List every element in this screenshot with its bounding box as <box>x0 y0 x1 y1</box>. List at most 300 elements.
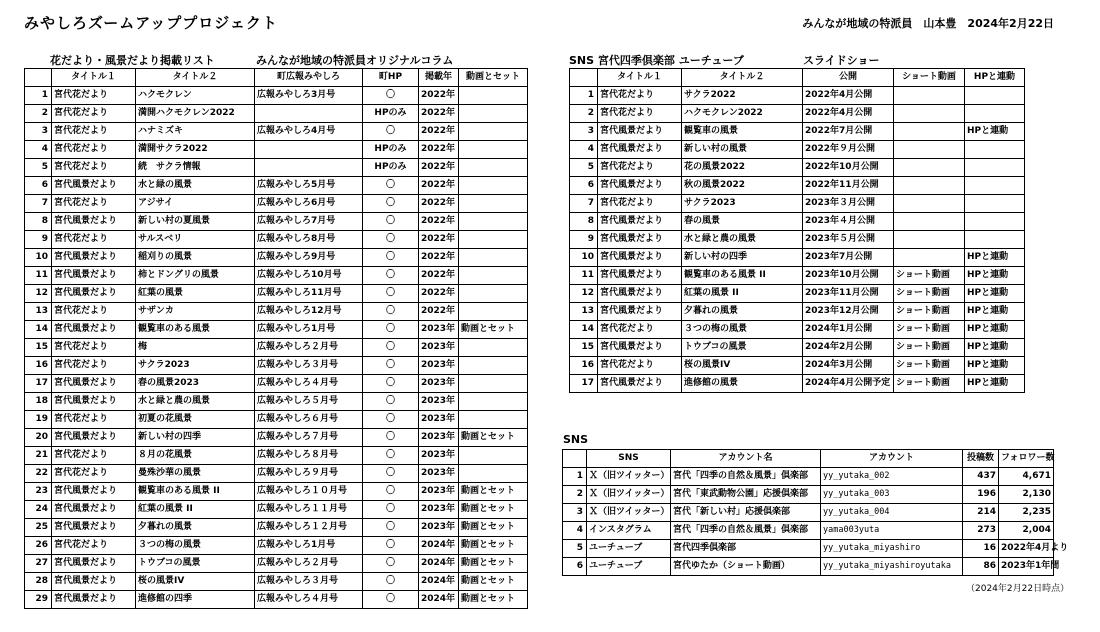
table-row <box>570 123 1025 141</box>
table-cell: 5 <box>563 540 587 558</box>
table-cell: 広報みやしろ1月号 <box>255 321 363 339</box>
table-cell: 3 <box>570 123 598 141</box>
left-header-0 <box>25 69 52 87</box>
table-cell: 〇 <box>363 429 419 447</box>
table-cell: 桜の風景IV <box>682 357 803 375</box>
table-cell: 動画とセット <box>459 591 528 609</box>
table-cell: 宮代花だより <box>52 195 136 213</box>
table-cell: 9 <box>25 231 52 249</box>
table-cell: 秋の風景2022 <box>682 177 803 195</box>
table-cell: ショート動画 <box>894 357 965 375</box>
table-cell: 紅葉の風景 II <box>136 501 255 519</box>
table-cell: 2022年 <box>419 267 459 285</box>
table-cell: 1 <box>25 87 52 105</box>
table-cell: 広報みやしろ４月号 <box>255 375 363 393</box>
table-row <box>570 303 1025 321</box>
table-cell <box>459 285 528 303</box>
table-row <box>25 87 528 105</box>
table-cell: 曼殊沙華の風景 <box>136 465 255 483</box>
table-row <box>25 213 528 231</box>
table-cell: 2022年 <box>419 177 459 195</box>
table-cell: 2022年 <box>419 195 459 213</box>
table-row <box>25 393 528 411</box>
table-cell: 〇 <box>363 555 419 573</box>
table-cell: 広報みやしろ５月号 <box>255 393 363 411</box>
table-cell: 〇 <box>363 447 419 465</box>
table-cell: 動画とセット <box>459 555 528 573</box>
table-cell: 〇 <box>363 321 419 339</box>
table-cell: 20 <box>25 429 52 447</box>
sns-table <box>562 449 1069 576</box>
table-cell: ショート動画 <box>894 321 965 339</box>
table-cell: 6 <box>25 177 52 195</box>
table-cell: 広報みやしろ４月号 <box>255 591 363 609</box>
table-cell: 宮代風景だより <box>52 555 136 573</box>
table-cell: 観覧車のある風景 <box>136 321 255 339</box>
table-cell <box>459 87 528 105</box>
table-cell <box>459 195 528 213</box>
table-cell: 広報みやしろ３月号 <box>255 573 363 591</box>
table-cell: 宮代風景だより <box>52 591 136 609</box>
table-cell: 6 <box>563 558 587 576</box>
table-cell: 動画とセット <box>459 501 528 519</box>
table-cell: 15 <box>570 339 598 357</box>
table-cell: 〇 <box>363 393 419 411</box>
table-cell: ユーチューブ <box>587 540 671 558</box>
table-cell: 2023年 <box>419 483 459 501</box>
table-row <box>25 411 528 429</box>
table-cell: 4 <box>563 522 587 540</box>
table-cell: ８月の花風景 <box>136 447 255 465</box>
table-cell: 4 <box>25 141 52 159</box>
table-row <box>563 522 1054 540</box>
table-cell: 〇 <box>363 501 419 519</box>
table-cell: 宮代風景だより <box>598 285 682 303</box>
table-cell: 10 <box>25 249 52 267</box>
table-cell: 17 <box>570 375 598 393</box>
table-cell: 宮代風景だより <box>52 285 136 303</box>
table-row <box>570 285 1025 303</box>
table-row <box>25 519 528 537</box>
table-cell: 2024年4月公開予定 <box>803 375 894 393</box>
table-cell: 広報みやしろ７月号 <box>255 429 363 447</box>
table-cell: yy_yutaka_miyashiroyutaka <box>821 558 963 576</box>
page-title: みやしろズームアッププロジェクト <box>24 14 278 32</box>
table-row <box>25 177 528 195</box>
table-cell: 2022年4月より <box>999 540 1054 558</box>
table-cell <box>459 141 528 159</box>
table-cell: 宮代風景だより <box>598 303 682 321</box>
table-cell: 2024年 <box>419 591 459 609</box>
table-cell: 宮代風景だより <box>52 393 136 411</box>
table-row <box>570 249 1025 267</box>
table-cell: インスタグラム <box>587 522 671 540</box>
table-cell: 宮代風景だより <box>598 177 682 195</box>
table-cell: 2022年 <box>419 87 459 105</box>
table-cell: ３つの梅の風景 <box>136 537 255 555</box>
table-cell: 広報みやしろ８月号 <box>255 447 363 465</box>
table-cell: HPと連動 <box>965 321 1025 339</box>
table-cell: 宮代「四季の自然＆風景」倶楽部 <box>671 522 821 540</box>
table-cell: 宮代花だより <box>598 105 682 123</box>
table-cell: 宮代風景だより <box>598 231 682 249</box>
table-cell: 2023年 <box>419 465 459 483</box>
table-cell: 宮代花だより <box>52 123 136 141</box>
table-cell: 広報みやしろ5月号 <box>255 177 363 195</box>
table-row <box>563 540 1054 558</box>
table-cell: 21 <box>25 447 52 465</box>
table-row <box>25 447 528 465</box>
table-cell: 2023年10月公開 <box>803 267 894 285</box>
table-cell: 2023年 <box>419 357 459 375</box>
table-cell: 動画とセット <box>459 321 528 339</box>
table-row <box>25 339 528 357</box>
table-cell: 10 <box>570 249 598 267</box>
table-cell: 2023年５月公開 <box>803 231 894 249</box>
table-cell: 宮代花だより <box>52 303 136 321</box>
table-cell: 5 <box>25 159 52 177</box>
table-cell: 25 <box>25 519 52 537</box>
table-row <box>570 177 1025 195</box>
table-cell: Ｘ（旧ツイッター） <box>587 504 671 522</box>
table-cell: 梅 <box>136 339 255 357</box>
table-cell: 2023年7月公開 <box>803 249 894 267</box>
table-cell: 〇 <box>363 123 419 141</box>
table-row <box>25 231 528 249</box>
table-cell: 〇 <box>363 537 419 555</box>
table-cell: 24 <box>25 501 52 519</box>
sns-header-3: アカウント <box>821 450 963 468</box>
table-cell <box>255 105 363 123</box>
table-cell <box>459 393 528 411</box>
table-cell: 11 <box>25 267 52 285</box>
table-row <box>570 195 1025 213</box>
table-cell: 6 <box>570 177 598 195</box>
table-cell: 宮代風景だより <box>52 321 136 339</box>
table-cell: 初夏の花風景 <box>136 411 255 429</box>
table-cell: 〇 <box>363 357 419 375</box>
table-cell <box>459 465 528 483</box>
table-cell: 〇 <box>363 213 419 231</box>
table-row <box>25 195 528 213</box>
table-cell: ショート動画 <box>894 375 965 393</box>
table-cell: 273 <box>963 522 999 540</box>
table-cell: 水と緑と農の風景 <box>682 231 803 249</box>
sns-as-of-note: （2024年2月22日時点） <box>966 584 1070 594</box>
table-row <box>570 267 1025 285</box>
left-table <box>24 68 528 609</box>
table-cell: 動画とセット <box>459 429 528 447</box>
table-row <box>25 321 528 339</box>
table-cell: 2024年 <box>419 555 459 573</box>
table-cell: 〇 <box>363 483 419 501</box>
sns-header-2: アカウント名 <box>671 450 821 468</box>
table-cell: 15 <box>25 339 52 357</box>
table-cell: 〇 <box>363 519 419 537</box>
table-cell: 2023年 <box>419 411 459 429</box>
table-row <box>25 429 528 447</box>
table-cell: HPと連動 <box>965 285 1025 303</box>
table-cell: 広報みやしろ９月号 <box>255 465 363 483</box>
table-cell: 〇 <box>363 249 419 267</box>
table-cell: yy_yutaka_003 <box>821 486 963 504</box>
table-cell: 2022年4月公開 <box>803 87 894 105</box>
table-cell <box>894 141 965 159</box>
right-table <box>569 68 1025 393</box>
table-cell: 2022年 <box>419 249 459 267</box>
table-cell: 花の風景2022 <box>682 159 803 177</box>
table-cell: 広報みやしろ２月号 <box>255 339 363 357</box>
table-row <box>570 141 1025 159</box>
table-cell: 1 <box>570 87 598 105</box>
table-cell: 宮代花だより <box>598 195 682 213</box>
table-cell: 宮代風景だより <box>52 519 136 537</box>
table-row <box>25 141 528 159</box>
table-cell <box>894 87 965 105</box>
table-cell: HPのみ <box>363 141 419 159</box>
table-row <box>25 591 528 609</box>
table-cell <box>894 213 965 231</box>
table-cell <box>894 195 965 213</box>
table-cell: 広報みやしろ１２月号 <box>255 519 363 537</box>
table-cell: 水と緑と農の風景 <box>136 393 255 411</box>
table-cell: 広報みやしろ1月号 <box>255 537 363 555</box>
table-cell <box>255 141 363 159</box>
table-cell: 宮代四季倶楽部 <box>671 540 821 558</box>
table-cell <box>965 159 1025 177</box>
table-cell <box>459 231 528 249</box>
table-cell: 2 <box>570 105 598 123</box>
table-cell <box>965 87 1025 105</box>
table-cell: ハクモクレン <box>136 87 255 105</box>
table-cell: 宮代花だより <box>598 159 682 177</box>
right-header-4: ショート動画 <box>894 69 965 87</box>
table-cell: 2024年 <box>419 573 459 591</box>
table-cell: 2023年 <box>419 429 459 447</box>
table-cell <box>459 123 528 141</box>
table-cell: Ｘ（旧ツイッター） <box>587 486 671 504</box>
table-cell: 2024年3月公開 <box>803 357 894 375</box>
table-cell: 宮代風景だより <box>52 483 136 501</box>
table-cell: 観覧車の風景 <box>682 123 803 141</box>
table-cell: 〇 <box>363 231 419 249</box>
right-header-0 <box>570 69 598 87</box>
table-cell: ハナミズキ <box>136 123 255 141</box>
table-cell: 〇 <box>363 465 419 483</box>
table-cell: 宮代花だより <box>52 357 136 375</box>
table-cell: 8 <box>25 213 52 231</box>
right-heading-youtube: SNS 宮代四季倶楽部 ユーチューブ <box>569 54 744 67</box>
table-cell: 宮代風景だより <box>52 501 136 519</box>
table-cell: 8 <box>570 213 598 231</box>
table-cell: 2022年11月公開 <box>803 177 894 195</box>
table-cell: 広報みやしろ２月号 <box>255 555 363 573</box>
table-cell: 2022年10月公開 <box>803 159 894 177</box>
table-cell: 宮代風景だより <box>598 249 682 267</box>
table-cell: 新しい村の夏風景 <box>136 213 255 231</box>
table-cell: 2023年1年間 <box>999 558 1054 576</box>
table-cell: 4,671 <box>999 468 1054 486</box>
table-cell: yy_yutaka_miyashiro <box>821 540 963 558</box>
table-cell <box>894 177 965 195</box>
table-row <box>25 375 528 393</box>
table-cell: サクラ2023 <box>682 195 803 213</box>
table-cell <box>459 339 528 357</box>
table-cell: 進修館の風景 <box>682 375 803 393</box>
sns-heading: SNS <box>563 433 589 446</box>
table-row <box>570 339 1025 357</box>
table-row <box>563 468 1054 486</box>
table-cell: 動画とセット <box>459 519 528 537</box>
table-cell: アジサイ <box>136 195 255 213</box>
table-row <box>25 285 528 303</box>
table-row <box>570 321 1025 339</box>
table-cell: 19 <box>25 411 52 429</box>
table-cell <box>965 231 1025 249</box>
table-row <box>570 87 1025 105</box>
table-cell: 宮代風景だより <box>598 375 682 393</box>
table-row <box>25 555 528 573</box>
table-cell: 437 <box>963 468 999 486</box>
table-cell: 宮代花だより <box>52 231 136 249</box>
table-cell: 16 <box>963 540 999 558</box>
table-cell: 〇 <box>363 177 419 195</box>
table-row <box>570 213 1025 231</box>
table-cell: 動画とセット <box>459 483 528 501</box>
right-header-3: 公開 <box>803 69 894 87</box>
table-row <box>25 159 528 177</box>
table-cell: 196 <box>963 486 999 504</box>
table-cell: 2022年 <box>419 303 459 321</box>
table-cell: 2023年 <box>419 447 459 465</box>
table-cell: 2022年 <box>419 231 459 249</box>
table-cell: 動画とセット <box>459 573 528 591</box>
table-cell <box>894 105 965 123</box>
table-cell: 広報みやしろ11月号 <box>255 285 363 303</box>
table-cell: 観覧車のある風景 II <box>682 267 803 285</box>
table-cell: 宮代花だより <box>598 321 682 339</box>
table-cell: 2,130 <box>999 486 1054 504</box>
table-cell <box>894 123 965 141</box>
table-cell: 宮代風景だより <box>598 213 682 231</box>
table-cell: 夕暮れの風景 <box>682 303 803 321</box>
table-cell: 12 <box>570 285 598 303</box>
table-cell: ショート動画 <box>894 285 965 303</box>
table-cell: 満開サクラ2022 <box>136 141 255 159</box>
right-header-5: HPと連動 <box>965 69 1025 87</box>
table-cell: 2024年2月公開 <box>803 339 894 357</box>
page-subtitle: みんなが地域の特派員 山本豊 2024年2月22日 <box>802 17 1054 30</box>
table-cell: ショート動画 <box>894 339 965 357</box>
table-cell: 紅葉の風景 II <box>682 285 803 303</box>
table-cell: 続 サクラ情報 <box>136 159 255 177</box>
table-cell: サザンカ <box>136 303 255 321</box>
left-heading-column: みんなが地域の特派員オリジナルコラム <box>256 54 454 67</box>
table-cell: 2022年 <box>419 105 459 123</box>
table-cell: 〇 <box>363 285 419 303</box>
table-cell: 水と緑の風景 <box>136 177 255 195</box>
table-cell: 満開ハクモクレン2022 <box>136 105 255 123</box>
left-header-1: タイトル１ <box>52 69 136 87</box>
table-cell <box>255 159 363 177</box>
table-cell: トウブコの風景 <box>682 339 803 357</box>
table-cell: 柿とドングリの風景 <box>136 267 255 285</box>
table-cell: HPと連動 <box>965 267 1025 285</box>
table-cell: 宮代花だより <box>52 339 136 357</box>
left-header-6: 動画とセット <box>459 69 528 87</box>
table-cell: Ｘ（旧ツイッター） <box>587 468 671 486</box>
table-cell: 14 <box>570 321 598 339</box>
table-cell: 宮代風景だより <box>52 375 136 393</box>
table-cell: サクラ2023 <box>136 357 255 375</box>
table-cell: 23 <box>25 483 52 501</box>
table-cell: 宮代花だより <box>52 537 136 555</box>
table-cell: 宮代「新しい村」応援倶楽部 <box>671 504 821 522</box>
table-cell: 2024年 <box>419 537 459 555</box>
table-cell: 2023年４月公開 <box>803 213 894 231</box>
table-cell: 観覧車のある風景 II <box>136 483 255 501</box>
sns-header-0 <box>563 450 587 468</box>
table-cell: 2022年 <box>419 159 459 177</box>
table-row <box>570 357 1025 375</box>
table-cell: 広報みやしろ12月号 <box>255 303 363 321</box>
table-cell: yama003yuta <box>821 522 963 540</box>
table-cell: 17 <box>25 375 52 393</box>
table-cell: 11 <box>570 267 598 285</box>
table-cell <box>459 357 528 375</box>
table-cell: HPと連動 <box>965 339 1025 357</box>
table-cell: 宮代風景だより <box>598 123 682 141</box>
left-header-4: 町HP <box>363 69 419 87</box>
table-row <box>570 159 1025 177</box>
table-cell: 7 <box>25 195 52 213</box>
table-cell: 宮代花だより <box>52 105 136 123</box>
table-row <box>25 573 528 591</box>
table-row <box>25 303 528 321</box>
table-cell: 28 <box>25 573 52 591</box>
table-cell <box>459 213 528 231</box>
table-cell: 1 <box>563 468 587 486</box>
table-cell: ３つの梅の風景 <box>682 321 803 339</box>
table-cell: 広報みやしろ６月号 <box>255 411 363 429</box>
table-cell: 宮代風景だより <box>598 267 682 285</box>
right-header-1: タイトル１ <box>598 69 682 87</box>
table-cell <box>459 411 528 429</box>
table-cell: 広報みやしろ8月号 <box>255 231 363 249</box>
table-row <box>25 357 528 375</box>
table-cell: 新しい村の四季 <box>682 249 803 267</box>
table-row <box>563 486 1054 504</box>
table-row <box>570 231 1025 249</box>
table-cell: 宮代花だより <box>52 411 136 429</box>
table-cell: 〇 <box>363 573 419 591</box>
table-cell: 3 <box>563 504 587 522</box>
table-cell: 29 <box>25 591 52 609</box>
table-cell: 13 <box>25 303 52 321</box>
table-cell: HPと連動 <box>965 357 1025 375</box>
table-row <box>25 123 528 141</box>
left-header-5: 掲載年 <box>419 69 459 87</box>
table-cell <box>459 159 528 177</box>
table-cell: 宮代花だより <box>52 465 136 483</box>
table-cell: HPのみ <box>363 105 419 123</box>
table-cell: サクラ2022 <box>682 87 803 105</box>
table-cell: 2022年 <box>419 141 459 159</box>
table-cell: 広報みやしろ4月号 <box>255 123 363 141</box>
table-cell: HPと連動 <box>965 375 1025 393</box>
table-cell: HPと連動 <box>965 303 1025 321</box>
table-cell: 広報みやしろ9月号 <box>255 249 363 267</box>
